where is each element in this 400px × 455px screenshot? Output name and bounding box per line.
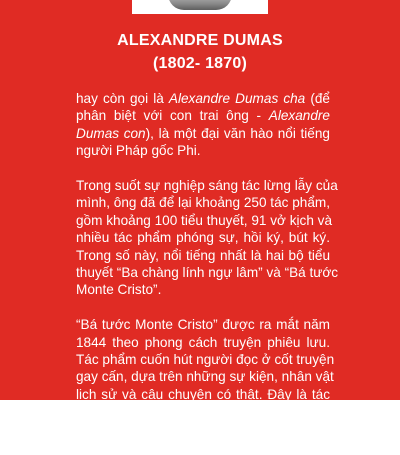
text-segment: phân biệt với con trai ông - — [76, 108, 269, 124]
text-line — [76, 334, 330, 351]
text-line — [76, 281, 330, 298]
text-line — [76, 229, 330, 246]
text-segment: gồm khoảng 100 tiểu thuyết, 91 vở kịch và — [76, 212, 333, 228]
portrait-photo-icon — [168, 0, 232, 10]
paragraph — [76, 177, 339, 299]
text-line — [76, 194, 330, 211]
text-segment: Monte Cristo”. — [76, 282, 162, 298]
text-segment: Trong suốt sự nghiệp sáng tác lừng lẫy của — [76, 178, 338, 194]
text-segment: lịch sử và câu chuyện có thật. Đây là tác — [76, 386, 330, 402]
text-line — [76, 177, 338, 194]
text-segment: gay cấn, dựa trên những sự kiện, nhân vật — [76, 369, 334, 385]
text-line — [76, 386, 330, 403]
text-line — [76, 421, 345, 438]
text-segment: (để — [305, 91, 330, 106]
text-line — [76, 212, 333, 229]
text-line — [76, 403, 330, 420]
italic-text: Alexandre — [268, 108, 330, 124]
text-segment: ), là một đại văn hào nổi tiếng — [145, 125, 330, 141]
text-segment: 1844 theo phong cách truyện phiêu lưu. — [76, 334, 330, 350]
text-line — [76, 351, 335, 368]
biography-text — [76, 90, 345, 455]
author-years: (1802- 1870) — [152, 55, 248, 72]
text-segment: nhiều tác phẩm phóng sự, hồi ký, bút ký. — [76, 230, 330, 246]
text-segment: phẩm tiêu biểu ngợi ca tinh thần kiên — [76, 404, 330, 420]
italic-text: Dumas con — [76, 125, 146, 141]
text-segment: Tác phẩm cuốn hút người đọc ở cốt truyện — [76, 352, 335, 368]
text-segment: “Bá tước Monte Cristo” được ra mắt năm — [76, 317, 330, 333]
text-segment: mình, ông đã để lại khoảng 250 tác phẩm, — [76, 195, 330, 211]
text-line — [76, 107, 330, 124]
text-segment: Trong số này, nổi tiếng nhất là hai bộ tiểu — [76, 247, 330, 263]
text-segment: hay còn gọi là — [76, 91, 169, 106]
text-line — [76, 316, 330, 333]
text-line — [76, 125, 330, 142]
text-line — [76, 142, 330, 159]
author-name: ALEXANDRE DUMAS — [117, 32, 283, 49]
text-line — [76, 247, 330, 264]
text-line — [76, 264, 339, 281]
text-segment: người Pháp gốc Phi. — [76, 143, 201, 159]
text-line — [76, 368, 334, 385]
italic-text: Alexandre Dumas cha — [168, 91, 306, 106]
text-segment: cường của con người trước nghịch cảnh, sự — [76, 421, 345, 437]
paragraph — [76, 316, 345, 438]
portrait-frame — [132, 0, 268, 14]
text-segment: thuyết “Ba chàng lính ngự lâm” và “Bá tước — [76, 265, 339, 281]
paragraph — [76, 90, 330, 160]
text-line — [76, 90, 330, 107]
